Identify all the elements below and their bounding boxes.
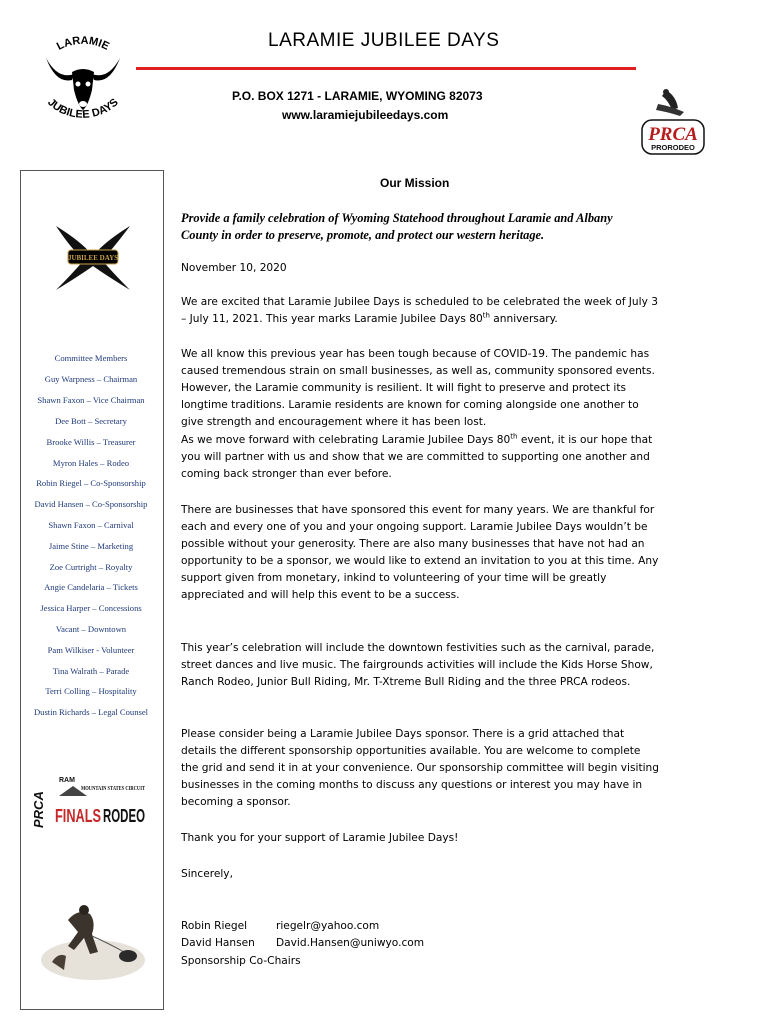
signer-email: David.Hansen@uniwyo.com [276,937,425,949]
committee-member: Brooke Willis – Treasurer [46,437,136,447]
committee-member: Jaime Stine – Marketing [48,541,134,551]
finals-word: FINALS [55,806,101,826]
committee-member: Shawn Faxon – Carnival [48,520,134,530]
laramie-jubilee-days-bull-logo [28,28,138,132]
committee-member: Angie Candelaria – Tickets [44,582,138,592]
x-logo-text: JUBILEE DAYS [67,254,119,262]
finals-circuit-text: MOUNTAIN STATES CIRCUIT [81,786,145,792]
signer-name: David Hansen [181,937,255,949]
thanks-line: Thank you for your support of Laramie Jubilee Days! [181,832,459,844]
signer-title: Sponsorship Co-Chairs [181,955,301,967]
paragraph-sponsors: There are businesses that have sponsored this event for many years. We are thankful for each and every one of you and your ongoing support. Laramie Jubilee Days wouldn’t be possible without your generosity. There are also many businesses that have not had an opportunity to be a sponsor, we would like to extend an invitation to you at this time. Any support given from monetary, inkind to volunteering of your time will be greatly appreciated and will help this event to be a success. [181,504,659,602]
calf-roping-photo [38,900,148,980]
committee-member: Terri Colling – Hospitality [45,686,137,696]
committee-member: Tina Walrath – Parade [52,666,130,676]
mission-heading: Our Mission [380,176,450,190]
logo-text-top: LARAMIE [54,34,112,53]
letterhead-address: P.O. BOX 1271 - LARAMIE, WYOMING 82073 [232,89,483,103]
prca-logo-text: PRCA [648,124,698,145]
mountain-states-circuit-finals-logo [33,772,149,830]
mission-statement: Provide a family celebration of Wyoming Statehood throughout Laramie and Albany County in order to preserve, promote, and protect our western heritage. [181,211,613,242]
committee-member: Shawn Faxon – Vice Chairman [37,395,145,405]
committee-member: Guy Warpness – Chairman [44,374,138,384]
letterhead-website: www.laramiejubileedays.com [282,108,449,122]
prca-prorodeo-logo [636,86,708,158]
header-divider [136,67,636,70]
committee-member: Dee Bott – Secretary [55,416,127,426]
letter-date: November 10, 2020 [181,262,287,274]
closing-line: Sincerely, [181,868,233,880]
letterhead-title: LARAMIE JUBILEE DAYS [268,30,500,51]
finals-prca-text: PRCA [31,791,46,828]
committee-member: Vacant – Downtown [55,624,127,634]
prorodeo-text: PRORODEO [651,143,695,152]
logo-text-bottom: JUBILEE DAYS [45,96,121,121]
paragraph-invitation: Please consider being a Laramie Jubilee Days sponsor. There is a grid attached that details the different sponsorship opportunities available. You are welcome to complete the grid and send it in at your convenience. Our sponsorship committee will begin visiting businesses in the coming months to discuss any questions or interest you may have in becoming a sponsor. [181,728,659,809]
committee-member: Dustin Richards – Legal Counsel [33,707,149,717]
committee-member: Myron Hales – Rodeo [52,458,130,468]
committee-heading: Committee Members [54,353,128,363]
committee-member: David Hansen – Co-Sponsorship [34,499,148,509]
committee-member: Pam Wilkiser - Volunteer [47,645,135,655]
committee-member: Jessica Harper – Concessions [40,603,142,613]
paragraph-partnership: As we move forward with celebrating Laramie Jubilee Days 80th event, it is our hope that you will partner with us and show that we are committed to supporting one another and coming back stronger than ever before. [181,432,653,481]
signer-email: riegelr@yahoo.com [276,920,380,932]
finals-ram-text: RAM [59,777,75,784]
signer-name: Robin Riegel [181,920,248,932]
paragraph-announcement: We are excited that Laramie Jubilee Days is scheduled to be celebrated the week of July 3 – July 11, 2021. This year marks Laramie Jubilee Days 80th anniversary. [181,296,658,326]
committee-member: Robin Riegel – Co-Sponsorship [36,478,146,488]
rodeo-word: RODEO [103,806,145,826]
paragraph-celebration: This year’s celebration will include the downtown festivities such as the carnival, parade, street dances and live music. The fairgrounds activities will include the Kids Horse Show, Ranch Rodeo, Junior Bull Riding, Mr. T-Xtreme Bull Riding and the three PRCA rodeos. [181,642,655,689]
svg-text:LARAMIE [55,35,111,53]
jubilee-days-x-logo [52,222,134,294]
paragraph-covid: We all know this previous year has been tough because of COVID-19. The pandemic has caused tremendous strain on small businesses, as well as, community sponsored events. However, the Laramie community is resilient. It will fight to preserve and protect its longtime traditions. Laramie residents are known for coming alongside one another to give strength and encouragement where it has been lost. [181,348,655,429]
committee-member: Zoe Curtright – Royalty [49,562,133,572]
